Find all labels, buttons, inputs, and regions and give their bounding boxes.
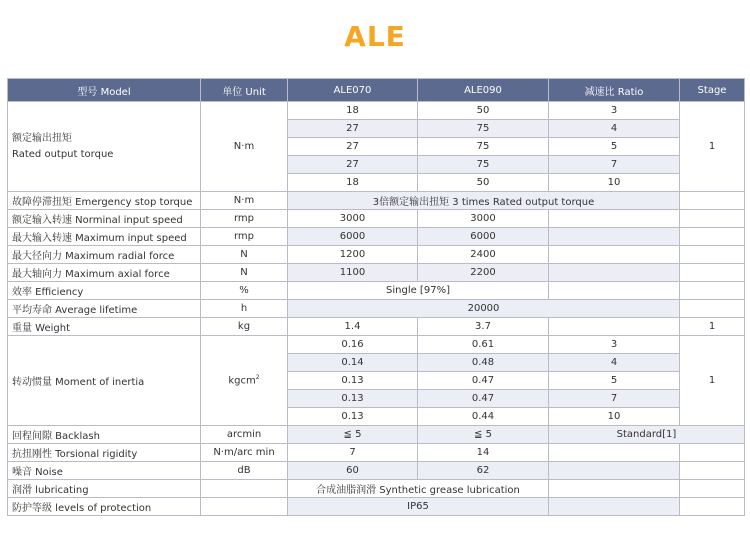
rated-torque-ale090: 75	[418, 156, 549, 174]
emergency-stage	[680, 192, 745, 210]
inertia-ratio: 7	[549, 390, 680, 408]
lifetime-stage	[680, 300, 745, 318]
lubricating-stage	[680, 480, 745, 498]
table-row	[8, 282, 745, 300]
lubricating-label: 润滑 lubricating	[8, 480, 201, 498]
rated-torque-label-cn: 额定输出扭矩	[12, 132, 72, 144]
protection-label: 防护等级 levels of protection	[8, 498, 201, 516]
rated-torque-ratio: 3	[549, 102, 680, 120]
max-speed-ale090: 6000	[418, 228, 549, 246]
inertia-unit-text: kgcm	[228, 375, 256, 387]
max-speed-ratio	[549, 228, 680, 246]
inertia-ale090: 0.61	[418, 336, 549, 354]
weight-ratio	[549, 318, 680, 336]
inertia-ratio: 4	[549, 354, 680, 372]
weight-ale090: 3.7	[418, 318, 549, 336]
nominal-speed-ale070: 3000	[288, 210, 418, 228]
weight-ale070: 1.4	[288, 318, 418, 336]
inertia-ale070: 0.14	[288, 354, 418, 372]
max-speed-label: 最大输入转速 Maximum input speed	[8, 228, 201, 246]
rated-torque-ale090: 75	[418, 120, 549, 138]
inertia-ale090: 0.47	[418, 390, 549, 408]
nominal-speed-ratio	[549, 210, 680, 228]
table-row	[8, 480, 745, 498]
inertia-ratio: 3	[549, 336, 680, 354]
table-header-row	[8, 79, 745, 102]
rated-torque-ale070: 27	[288, 156, 418, 174]
table-row	[8, 228, 745, 246]
axial-stage	[680, 264, 745, 282]
nominal-speed-stage	[680, 210, 745, 228]
efficiency-value: Single [97%]	[288, 282, 549, 300]
header-stage: Stage	[680, 79, 745, 102]
backlash-unit: arcmin	[201, 426, 288, 444]
table-row	[8, 246, 745, 264]
rated-torque-ale070: 27	[288, 120, 418, 138]
table-row	[8, 462, 745, 480]
nominal-speed-unit: rmp	[201, 210, 288, 228]
inertia-ale090: 0.44	[418, 408, 549, 426]
protection-value: IP65	[288, 498, 549, 516]
radial-ale070: 1200	[288, 246, 418, 264]
weight-stage: 1	[680, 318, 745, 336]
rated-torque-label	[8, 102, 201, 192]
rated-torque-ale090: 50	[418, 102, 549, 120]
emergency-value: 3倍额定输出扭矩 3 times Rated output torque	[288, 192, 680, 210]
rated-torque-ale090: 50	[418, 174, 549, 192]
backlash-label: 回程间隙 Backlash	[8, 426, 201, 444]
efficiency-stage	[680, 282, 745, 300]
rated-torque-ratio: 7	[549, 156, 680, 174]
lifetime-label: 平均寿命 Average lifetime	[8, 300, 201, 318]
axial-ale090: 2200	[418, 264, 549, 282]
torsional-label: 抗扭刚性 Torsional rigidity	[8, 444, 201, 462]
rated-torque-label-en: Rated output torque	[12, 148, 114, 160]
axial-unit: N	[201, 264, 288, 282]
radial-unit: N	[201, 246, 288, 264]
table-row	[8, 300, 745, 318]
noise-ale090: 62	[418, 462, 549, 480]
table-row	[8, 444, 745, 462]
inertia-ale070: 0.13	[288, 372, 418, 390]
rated-torque-stage: 1	[680, 102, 745, 192]
table-row	[8, 318, 745, 336]
weight-unit: kg	[201, 318, 288, 336]
emergency-label: 故障停滞扭矩 Emergency stop torque	[8, 192, 201, 210]
inertia-ratio: 10	[549, 408, 680, 426]
noise-ale070: 60	[288, 462, 418, 480]
rated-torque-ale070: 18	[288, 174, 418, 192]
inertia-label: 转动惯量 Moment of inertia	[8, 336, 201, 426]
page-title: ALE	[344, 20, 406, 53]
rated-torque-ratio: 10	[549, 174, 680, 192]
backlash-ratio: Standard[1]	[549, 426, 745, 444]
noise-unit: dB	[201, 462, 288, 480]
rated-torque-ale070: 27	[288, 138, 418, 156]
header-unit: 单位 Unit	[201, 79, 288, 102]
torsional-stage	[680, 444, 745, 462]
radial-ratio	[549, 246, 680, 264]
inertia-unit-sup: 2	[255, 374, 260, 382]
lifetime-value: 20000	[288, 300, 680, 318]
efficiency-unit: %	[201, 282, 288, 300]
torsional-ale070: 7	[288, 444, 418, 462]
noise-label: 噪音 Noise	[8, 462, 201, 480]
backlash-ale090: ≦ 5	[418, 426, 549, 444]
max-speed-stage	[680, 228, 745, 246]
table-row	[8, 264, 745, 282]
axial-ale070: 1100	[288, 264, 418, 282]
inertia-ale070: 0.13	[288, 408, 418, 426]
max-speed-unit: rmp	[201, 228, 288, 246]
lubricating-value: 合成油脂润滑 Synthetic grease lubrication	[288, 480, 549, 498]
lubricating-unit	[201, 480, 288, 498]
torsional-ale090: 14	[418, 444, 549, 462]
radial-stage	[680, 246, 745, 264]
spec-table	[7, 78, 745, 516]
table-row	[8, 102, 745, 120]
table-row	[8, 336, 745, 354]
header-model: 型号 Model	[8, 79, 201, 102]
protection-stage	[680, 498, 745, 516]
torsional-unit: N·m/arc min	[201, 444, 288, 462]
backlash-ale070: ≦ 5	[288, 426, 418, 444]
radial-label: 最大径向力 Maximum radial force	[8, 246, 201, 264]
noise-ratio	[549, 462, 680, 480]
table-row	[8, 210, 745, 228]
rated-torque-ale070: 18	[288, 102, 418, 120]
table-row	[8, 498, 745, 516]
noise-stage	[680, 462, 745, 480]
axial-ratio	[549, 264, 680, 282]
inertia-ale070: 0.16	[288, 336, 418, 354]
inertia-ale070: 0.13	[288, 390, 418, 408]
torsional-ratio	[549, 444, 680, 462]
protection-ratio	[549, 498, 680, 516]
protection-unit	[201, 498, 288, 516]
inertia-ale090: 0.48	[418, 354, 549, 372]
axial-label: 最大轴向力 Maximum axial force	[8, 264, 201, 282]
inertia-stage: 1	[680, 336, 745, 426]
lifetime-unit: h	[201, 300, 288, 318]
radial-ale090: 2400	[418, 246, 549, 264]
efficiency-ratio	[549, 282, 680, 300]
inertia-ale090: 0.47	[418, 372, 549, 390]
nominal-speed-ale090: 3000	[418, 210, 549, 228]
rated-torque-ratio: 4	[549, 120, 680, 138]
lubricating-ratio	[549, 480, 680, 498]
inertia-unit	[201, 336, 288, 426]
rated-torque-ale090: 75	[418, 138, 549, 156]
rated-torque-unit: N·m	[201, 102, 288, 192]
emergency-unit: N·m	[201, 192, 288, 210]
max-speed-ale070: 6000	[288, 228, 418, 246]
header-ale090: ALE090	[418, 79, 549, 102]
table-row	[8, 192, 745, 210]
inertia-ratio: 5	[549, 372, 680, 390]
rated-torque-ratio: 5	[549, 138, 680, 156]
weight-label: 重量 Weight	[8, 318, 201, 336]
nominal-speed-label: 额定输入转速 Norminal input speed	[8, 210, 201, 228]
header-ale070: ALE070	[288, 79, 418, 102]
efficiency-label: 效率 Efficiency	[8, 282, 201, 300]
table-row	[8, 426, 745, 444]
header-ratio: 减速比 Ratio	[549, 79, 680, 102]
